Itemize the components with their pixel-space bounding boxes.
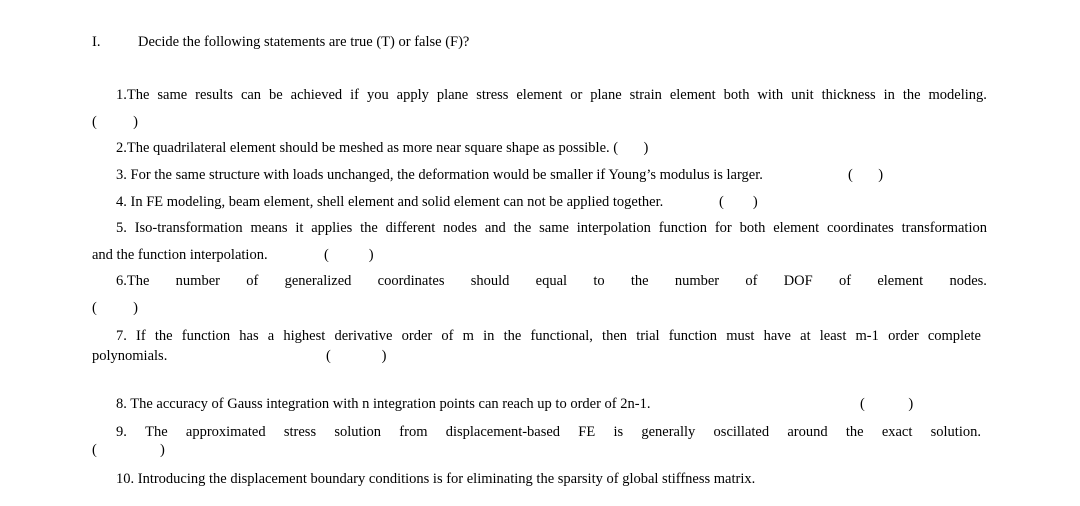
word: be xyxy=(269,87,283,103)
word: the xyxy=(630,273,649,289)
question-7-answer-blank[interactable]: ( ) xyxy=(326,348,387,364)
question-5-answer-blank[interactable]: ( ) xyxy=(324,247,374,263)
question-9-text xyxy=(116,425,981,440)
word: the xyxy=(845,424,864,440)
word: must xyxy=(726,328,755,344)
word: with xyxy=(757,87,784,103)
word: function xyxy=(658,220,708,236)
word: 5. xyxy=(116,220,127,236)
question-5-text-continued: and the function interpolation. xyxy=(92,247,268,263)
question-2-text: 2.The quadrilateral element should be meshed as more near square shape as possible. ( ) xyxy=(116,140,649,156)
word: trial xyxy=(636,328,660,344)
word: to xyxy=(593,273,605,289)
question-9-blank-open[interactable]: ( xyxy=(92,442,97,458)
word: order xyxy=(888,328,919,344)
word: generally xyxy=(641,424,696,440)
word: m xyxy=(462,328,474,344)
word: if xyxy=(350,87,359,103)
word: plane xyxy=(436,87,469,103)
word: complete xyxy=(927,328,981,344)
word: element xyxy=(516,87,563,103)
word: coordinates xyxy=(826,220,894,236)
word: is xyxy=(613,424,624,440)
word: FE xyxy=(578,424,596,440)
section-number: I. xyxy=(92,34,101,50)
question-7-text xyxy=(116,329,981,344)
word: solution xyxy=(334,424,382,440)
word: of xyxy=(441,328,454,344)
word: stress xyxy=(476,87,509,103)
word: has xyxy=(239,328,259,344)
word: it xyxy=(295,220,304,236)
question-6-answer-blank[interactable]: ( ) xyxy=(92,300,138,316)
word: derivative xyxy=(334,328,393,344)
word: both xyxy=(723,87,750,103)
word: element xyxy=(773,220,820,236)
word: equal xyxy=(535,273,568,289)
word: around xyxy=(787,424,828,440)
word: applies xyxy=(311,220,353,236)
word: the xyxy=(902,87,921,103)
word: from xyxy=(399,424,428,440)
question-9-blank-close[interactable]: ) xyxy=(160,442,165,458)
word: nodes xyxy=(443,220,477,236)
question-3-answer-blank[interactable]: ( ) xyxy=(848,167,884,183)
word: in xyxy=(483,328,495,344)
word: then xyxy=(602,328,628,344)
word: function xyxy=(181,328,231,344)
question-3-text: 3. For the same structure with loads unchanged, the deformation would be smaller if Young’s modulus is larger. xyxy=(116,167,763,183)
word: The xyxy=(145,424,168,440)
word: number xyxy=(175,273,220,289)
word: you xyxy=(366,87,389,103)
section-title: Decide the following statements are true (T) or false (F)? xyxy=(138,34,470,50)
word: same xyxy=(539,220,569,236)
word: results xyxy=(195,87,233,103)
question-8-text: 8. The accuracy of Gauss integration with n integration points can reach up to order of 2n-1. xyxy=(116,396,651,412)
word: a xyxy=(267,328,275,344)
word: solution. xyxy=(930,424,981,440)
word: the xyxy=(503,328,522,344)
word: achieved xyxy=(290,87,343,103)
word: for xyxy=(714,220,732,236)
word: or xyxy=(570,87,583,103)
question-8-answer-blank[interactable]: ( ) xyxy=(860,396,914,412)
word: of xyxy=(838,273,852,289)
word: 7. xyxy=(116,328,127,344)
word: element xyxy=(877,273,924,289)
word: order xyxy=(401,328,433,344)
word: transformation xyxy=(901,220,987,236)
word: 6.The xyxy=(116,273,150,289)
word: least xyxy=(819,328,847,344)
word: of xyxy=(745,273,758,289)
word: have xyxy=(763,328,791,344)
question-4-text: 4. In FE modeling, beam element, shell element and solid element can not be applied together. xyxy=(116,194,664,210)
word: interpolation xyxy=(576,220,651,236)
word: means xyxy=(250,220,288,236)
word: displacement-based xyxy=(445,424,561,440)
question-1-text xyxy=(116,88,987,103)
word: at xyxy=(800,328,811,344)
word: generalized xyxy=(284,273,352,289)
word: Iso-transformation xyxy=(134,220,243,236)
word: If xyxy=(136,328,146,344)
word: the xyxy=(360,220,378,236)
word: unit xyxy=(791,87,814,103)
question-7-text-continued: polynomials. xyxy=(92,348,168,364)
word: different xyxy=(385,220,436,236)
word: in xyxy=(883,87,895,103)
word: functional, xyxy=(530,328,593,344)
word: approximated xyxy=(185,424,266,440)
word: strain xyxy=(629,87,662,103)
question-6-text xyxy=(116,274,987,289)
word: same xyxy=(157,87,188,103)
question-5-text xyxy=(116,221,987,236)
question-10-text: 10. Introducing the displacement boundary conditions is for eliminating the sparsity of global stiffness matrix. xyxy=(116,471,756,487)
word: 9. xyxy=(116,424,127,440)
word: can xyxy=(240,87,262,103)
word: number xyxy=(674,273,720,289)
word: and xyxy=(484,220,506,236)
word: exact xyxy=(881,424,913,440)
word: plane xyxy=(590,87,622,103)
word: coordinates xyxy=(377,273,445,289)
word: DOF xyxy=(783,273,813,289)
question-4-answer-blank[interactable]: ( ) xyxy=(719,194,758,210)
word: modeling. xyxy=(928,87,987,103)
word: should xyxy=(470,273,510,289)
word: m-1 xyxy=(855,328,879,344)
word: oscillated xyxy=(713,424,770,440)
word: apply xyxy=(396,87,429,103)
word: thickness xyxy=(821,87,876,103)
word: 1.The xyxy=(116,87,150,103)
word: the xyxy=(154,328,173,344)
word: of xyxy=(246,273,259,289)
word: highest xyxy=(283,328,326,344)
question-1-answer-blank[interactable]: ( ) xyxy=(92,114,138,130)
word: nodes. xyxy=(949,273,987,289)
word: function xyxy=(668,328,718,344)
word: the xyxy=(513,220,532,236)
word: stress xyxy=(283,424,317,440)
word: element xyxy=(669,87,716,103)
word: both xyxy=(739,220,766,236)
